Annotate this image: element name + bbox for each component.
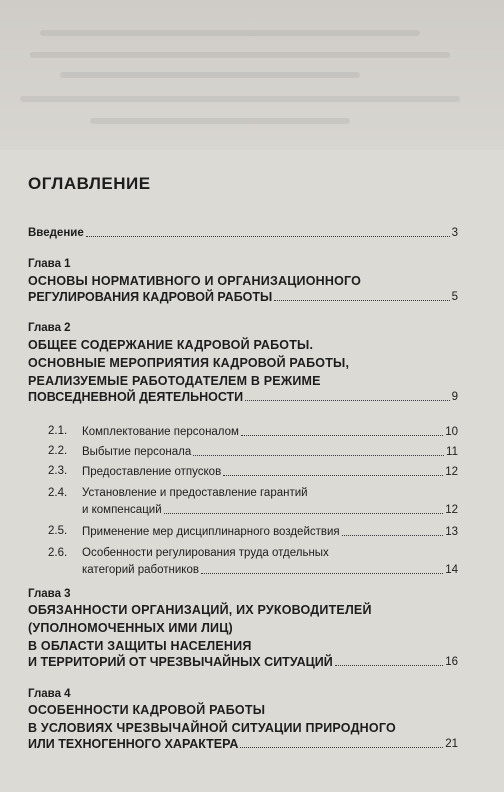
chapter-3-label: Глава 3 — [28, 588, 71, 600]
dot-leader — [240, 747, 443, 748]
chapter-3-title-line: И ТЕРРИТОРИЙ ОТ ЧРЕЗВЫЧАЙНЫХ СИТУАЦИЙ — [28, 655, 333, 669]
chapter-1-title-line: ОСНОВЫ НОРМАТИВНОГО И ОРГАНИЗАЦИОННОГО — [28, 274, 362, 288]
section-title: и компенсаций — [82, 504, 162, 516]
section-title: Предоставление отпусков — [82, 466, 222, 478]
section-number: 2.4. — [48, 487, 68, 499]
dot-leader — [274, 300, 449, 301]
section-page: 10 — [445, 426, 458, 438]
toc-entry-page: 21 — [445, 738, 458, 750]
section-number: 2.6. — [48, 547, 68, 559]
toc-entry-chapter-2[interactable] — [28, 390, 458, 404]
dot-leader — [164, 513, 444, 514]
section-title: Комплектование персоналом — [82, 426, 239, 438]
section-number: 2.5. — [48, 525, 68, 537]
toc-entry-chapter-3[interactable] — [28, 655, 458, 669]
toc-entry-page: 3 — [451, 227, 458, 239]
section-number: 2.1. — [48, 425, 68, 437]
chapter-1-title-line: РЕГУЛИРОВАНИЯ КАДРОВОЙ РАБОТЫ — [28, 290, 273, 304]
toc-entry-chapter-1[interactable] — [28, 290, 458, 304]
section-title: категорий работников — [82, 564, 199, 576]
dot-leader — [241, 435, 443, 436]
toc-entry-section[interactable] — [82, 445, 458, 459]
chapter-2-label: Глава 2 — [28, 322, 71, 334]
section-page: 12 — [445, 466, 458, 478]
section-number: 2.3. — [48, 465, 68, 477]
toc-entry-page: 9 — [451, 391, 458, 403]
section-page: 11 — [446, 446, 458, 458]
chapter-2-title-line: ОСНОВНЫЕ МЕРОПРИЯТИЯ КАДРОВОЙ РАБОТЫ, — [28, 356, 350, 370]
toc-entry-section[interactable] — [82, 563, 458, 577]
toc-entry-chapter-4[interactable] — [28, 737, 458, 751]
chapter-4-title-line: В УСЛОВИЯХ ЧРЕЗВЫЧАЙНОЙ СИТУАЦИИ ПРИРОДНОГО — [28, 721, 396, 735]
dot-leader — [201, 573, 443, 574]
chapter-2-title-line: ОБЩЕЕ СОДЕРЖАНИЕ КАДРОВОЙ РАБОТЫ. — [28, 338, 314, 352]
dot-leader — [223, 475, 443, 476]
toc-entry-section[interactable] — [82, 425, 458, 439]
dot-leader — [193, 455, 444, 456]
section-title: Установление и предоставление гарантий — [82, 487, 308, 499]
toc-entry-page: 5 — [451, 291, 458, 303]
toc-entry-section[interactable] — [82, 465, 458, 479]
chapter-1-label: Глава 1 — [28, 258, 71, 270]
section-number: 2.2. — [48, 445, 68, 457]
dot-leader — [335, 665, 443, 666]
chapter-4-label: Глава 4 — [28, 688, 71, 700]
chapter-2-title-line: РЕАЛИЗУЕМЫЕ РАБОТОДАТЕЛЕМ В РЕЖИМЕ — [28, 374, 321, 388]
chapter-4-title-line: ИЛИ ТЕХНОГЕННОГО ХАРАКТЕРА — [28, 737, 239, 751]
chapter-4-title-line: ОСОБЕННОСТИ КАДРОВОЙ РАБОТЫ — [28, 703, 266, 717]
section-title: Выбытие персонала — [82, 446, 192, 458]
toc-entry-page: 16 — [445, 656, 458, 668]
dot-leader — [245, 400, 449, 401]
section-page: 12 — [445, 504, 458, 516]
section-page: 14 — [445, 564, 458, 576]
toc-entry-section[interactable] — [82, 525, 458, 539]
chapter-3-title-line: ОБЯЗАННОСТИ ОРГАНИЗАЦИЙ, ИХ РУКОВОДИТЕЛЕЙ — [28, 603, 372, 617]
chapter-3-title-line: (УПОЛНОМОЧЕННЫХ ИМИ ЛИЦ) — [28, 621, 233, 635]
dot-leader — [86, 236, 450, 237]
chapter-2-title-line: ПОВСЕДНЕВНОЙ ДЕЯТЕЛЬНОСТИ — [28, 390, 244, 404]
toc-heading: ОГЛАВЛЕНИЕ — [28, 174, 151, 193]
section-page: 13 — [445, 526, 458, 538]
toc-entry-intro[interactable] — [28, 226, 458, 240]
section-title: Особенности регулирования труда отдельных — [82, 547, 329, 559]
section-title: Применение мер дисциплинарного воздействия — [82, 526, 340, 538]
dot-leader — [342, 535, 444, 536]
toc-entry-title: Введение — [28, 227, 84, 239]
chapter-3-title-line: В ОБЛАСТИ ЗАЩИТЫ НАСЕЛЕНИЯ — [28, 639, 252, 653]
toc-entry-section[interactable] — [82, 503, 458, 517]
